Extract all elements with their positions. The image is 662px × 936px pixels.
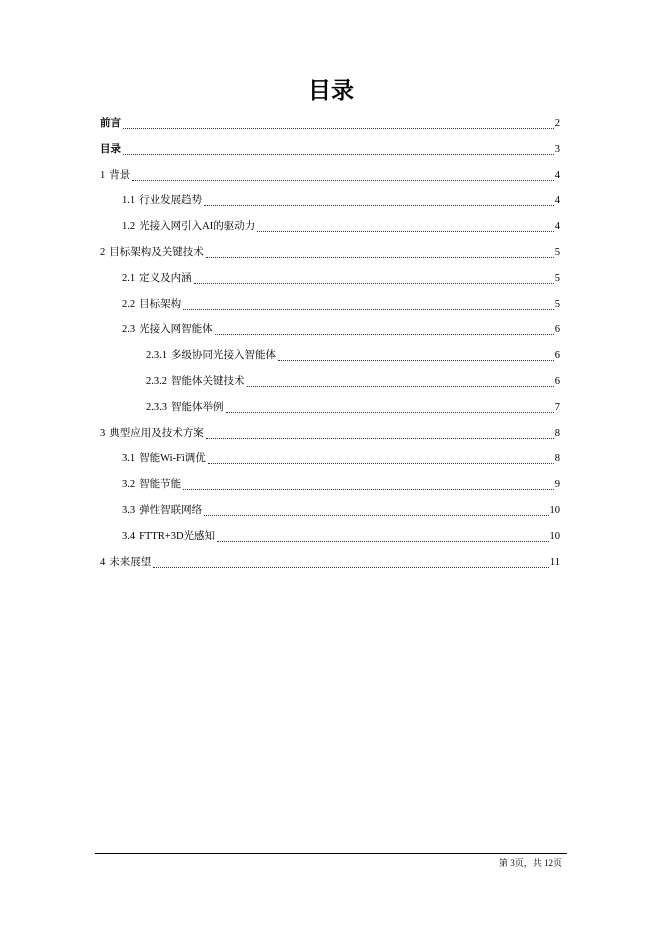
- toc-entry[interactable]: [146, 400, 560, 416]
- toc-entry-page: 9: [554, 479, 560, 491]
- page-title: 目录: [308, 78, 354, 104]
- toc-entry-page: 3: [554, 143, 560, 155]
- toc-entry-page: 4: [554, 195, 560, 207]
- toc-entry-title: 光接入网智能体: [139, 324, 213, 336]
- toc-entry-title: 背景: [109, 169, 131, 181]
- dot-leader: [206, 256, 554, 258]
- footer-divider: [95, 853, 567, 854]
- toc-entry-title: 未来展望: [109, 556, 152, 568]
- toc-entry-number: 3.1: [122, 453, 136, 465]
- toc-entry-number: 1: [100, 169, 106, 181]
- dot-leader: [206, 437, 554, 439]
- dot-leader: [123, 153, 554, 155]
- dot-leader: [183, 488, 554, 490]
- footer-page-number: 第 3页，共 12页: [498, 858, 562, 868]
- toc-entry-title: 弹性智联网络: [139, 505, 203, 516]
- toc-entry-title: 智能体关键技术: [171, 376, 245, 387]
- toc-entry-page: 5: [554, 272, 560, 284]
- dot-leader: [194, 282, 554, 284]
- toc-entry-number: 3.2: [122, 479, 136, 491]
- dot-leader: [204, 204, 554, 206]
- toc-entry-number: 4: [100, 556, 106, 568]
- toc-entry-page: 10: [549, 505, 560, 516]
- toc-entry-page: 2: [554, 118, 560, 129]
- toc-entry-number: 1.1: [122, 195, 136, 207]
- toc-entry-number: 2: [100, 247, 106, 258]
- toc-entry[interactable]: [122, 451, 560, 467]
- toc-entry-number: 2.3.1: [146, 350, 167, 362]
- toc-entry[interactable]: [146, 374, 560, 390]
- toc-entry-title: 目标架构及关键技术: [109, 247, 204, 258]
- toc-entry-number: 2.3.2: [146, 376, 167, 387]
- toc-entry[interactable]: [122, 219, 560, 235]
- toc-entry-page: 8: [554, 453, 560, 465]
- dot-leader: [278, 359, 554, 361]
- dot-leader: [226, 411, 554, 413]
- toc-entry[interactable]: [122, 322, 560, 338]
- toc-entry-title: 智能Wi-Fi调优: [139, 453, 206, 465]
- toc-entry-number: 3.4: [122, 530, 136, 542]
- toc-entry[interactable]: [122, 193, 560, 209]
- toc-entry-title: 智能节能: [139, 479, 182, 491]
- toc-entry-number: 2.3.3: [146, 401, 167, 413]
- toc-entry-title: FTTR+3D光感知: [139, 530, 216, 542]
- toc-entry[interactable]: [100, 555, 560, 571]
- toc-entry-number: 3.3: [122, 505, 136, 516]
- toc-entry-title: 前言: [100, 118, 121, 129]
- toc-entry-title: 光接入网引入AI的驱动力: [139, 221, 256, 233]
- toc-entry[interactable]: [122, 477, 560, 493]
- toc-entry-number: 1.2: [122, 221, 136, 233]
- toc-entry-title: 智能体举例: [171, 401, 224, 413]
- dot-leader: [217, 540, 548, 542]
- toc-entry-page: 6: [554, 350, 560, 362]
- toc-entry[interactable]: [100, 168, 560, 184]
- toc-entry-title: 目录: [100, 143, 121, 155]
- dot-leader: [123, 127, 554, 129]
- toc-entry[interactable]: [100, 142, 560, 158]
- toc-entry[interactable]: [100, 116, 560, 132]
- dot-leader: [183, 308, 554, 310]
- toc-entry-number: 2.3: [122, 324, 136, 336]
- toc-entry-number: 3: [100, 427, 106, 439]
- dot-leader: [153, 566, 549, 568]
- toc-entry-page: 5: [554, 298, 560, 310]
- toc-entry-title: 目标架构: [139, 298, 182, 310]
- dot-leader: [204, 514, 548, 516]
- toc-entry[interactable]: [100, 245, 560, 261]
- toc-entry-title: 典型应用及技术方案: [109, 427, 204, 439]
- toc-entry-number: 2.1: [122, 272, 136, 284]
- toc-entry-title: 行业发展趋势: [139, 195, 203, 207]
- toc-entry-title: 多级协同光接入智能体: [171, 350, 276, 362]
- toc-entry-page: 6: [554, 324, 560, 336]
- dot-leader: [247, 385, 554, 387]
- toc-entry-page: 10: [549, 530, 560, 542]
- toc-entry-title: 定义及内涵: [139, 272, 192, 284]
- toc-entry-page: 5: [554, 247, 560, 258]
- toc-entry-page: 8: [554, 427, 560, 439]
- toc-entry[interactable]: [100, 426, 560, 442]
- toc-entry[interactable]: [122, 529, 560, 545]
- toc-entry-page: 6: [554, 376, 560, 387]
- toc-entry[interactable]: [122, 503, 560, 519]
- toc-entry-page: 4: [554, 221, 560, 233]
- toc-entry[interactable]: [146, 348, 560, 364]
- toc-entry[interactable]: [122, 271, 560, 287]
- dot-leader: [132, 179, 554, 181]
- dot-leader: [208, 462, 554, 464]
- toc-entry-number: 2.2: [122, 298, 136, 310]
- toc-entry[interactable]: [122, 297, 560, 313]
- toc-entry-page: 7: [554, 401, 560, 413]
- dot-leader: [257, 230, 554, 232]
- toc-entry-page: 4: [554, 169, 560, 181]
- dot-leader: [215, 333, 554, 335]
- toc-entry-page: 11: [549, 556, 560, 568]
